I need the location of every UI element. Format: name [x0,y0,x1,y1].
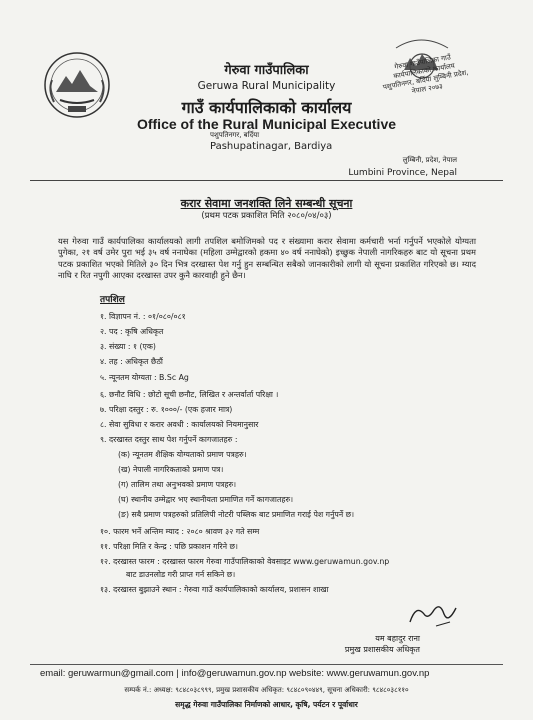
header-divider [30,180,503,181]
list-item: २. पद : कृषि अधिकृत [100,327,164,336]
footer-contact: email: geruwarmun@gmail.com | info@geruwamun.gov.np website: www.geruwamun.gov.np [40,668,430,679]
list-item: १३. दरखास्त बुझाउने स्थान : गेरुवा गाउँ कार्यपालिकाको कार्यालय, प्रशासन शाखा [100,585,329,594]
list-item: १०. फारम भर्ने अन्तिम म्याद : २०८० श्रावण ३२ गते सम्म [100,527,260,536]
list-item: १. विज्ञापन नं. : ०१/०८०/०८१ [100,312,186,321]
list-item: (घ) स्थानीय उम्मेद्वार भए स्थानीयता प्रमाणित गर्ने कागजातहरु। [118,495,294,504]
list-item: बाट डाउनलोड गरी प्राप्त गर्न सकिने छ। [126,570,236,579]
seal-text: गेरुवा गाउँपालिका गाउँ कार्यपालिकाको कार्यालय पशुपतिनगर, बर्दिया लुम्बिनी प्रदेश, नेपाल २०७३ [382,53,470,96]
executive-office-en: Office of the Rural Municipal Executive [136,116,397,132]
list-item: (ग) तालिम तथा अनुभवको प्रमाण पत्रहरु। [118,480,237,489]
list-item: १२. दरखास्त फारम : दरखास्त फारम गेरुवा गाउँपालिकाको वेवसाइट www.geruwamun.gov.np [100,557,390,566]
list-item: (ख) नेपाली नागरिकताको प्रमाण पत्र। [118,465,224,474]
footer-divider [30,664,503,665]
footer-phones: सम्पर्क नं.: अध्यक्ष: ९८४८०३८९९९, प्रमुख प्रशासकीय अधिकृत: ९८४८०९०४४९, सूचना अधिकारी: ९८४८०३८११० [124,686,409,694]
list-item: (ङ) सबै प्रमाण पत्रहरुको प्रतिलिपी नोटरी पब्लिक बाट प्रमाणित गराई पेश गर्नुपर्ने छ। [118,510,355,519]
list-item: ८. सेवा सुविधा र करार अवधी : कार्यालयको नियमानुसार [100,420,259,429]
list-item: ५. न्यूनतम योग्यता : B.Sc Ag [100,373,189,382]
section-label: तपशिल [100,295,125,305]
office-name-np: गेरुवा गाउँपालिका [224,63,309,78]
office-name-en: Geruwa Rural Municipality [197,80,336,92]
province-np: लुम्बिनी, प्रदेश, नेपाल [402,156,457,164]
notice-title: करार सेवामा जनशक्ति लिने सम्बन्धी सूचना [180,197,353,210]
notice-body: यस गेरुवा गाउँ कार्यपालिका कार्यालयको लागी तपशिल बमोजिमको पद र संख्यामा करार सेवामा कर्मचारी भर्ना गर्नुपर्ने भएकोले योग्यता पुगेका, २१ वर्ष उमेर पुरा भई ३५ वर्ष ननाघेका (महिला उम्मेद्वारको हकमा ४० वर्ष ननाघेको) इच्छुक नेपाली नागरिकहरु बाट यो सूचना प्रथम पटक प्रकाशित भएको मितिले ३० दिन भित्र दरखास्त पेश गर्नु हुन सम्बन्धित सबैको जानकारीको लागी यो सूचना प्रकाशित गरिएको छ। म्याद नाघि र रित नपुगी आएका दरखास्त उपर कुनै कारवाही हुने छैन। [58,236,476,281]
list-item: ४. तह : अधिकृत छैठौं [100,357,163,366]
province-en: Lumbini Province, Nepal [348,168,457,178]
signatory-name: यम बहादुर राना [375,634,420,643]
list-item: ३. संख्या : १ (एक) [100,342,156,351]
footer-slogan: समृद्ध गेरुवा गाउँपालिका निर्माणको आधार, कृषि, पर्यटन र पूर्वाधार [175,700,358,709]
address-np: पशुपतिनगर, बर्दिया [210,131,260,139]
notice-subtitle: (प्रथम पटक प्रकाशित मिति २०८०/०४/०३) [201,211,332,221]
executive-office-np: गाउँ कार्यपालिकाको कार्यालय [181,98,352,117]
list-item: ७. परिक्षा दस्तुर : रु. १०००/- (एक हजार मात्र) [100,405,233,414]
list-item: ६. छनौट विधि : छोटो सूची छनौट, लिखित र अन्तर्वार्ता परिक्षा । [100,390,279,399]
address-en: Pashupatinagar, Bardiya [210,141,333,152]
signature-mark [406,600,460,632]
list-item: ११. परिक्षा मिति र केन्द्र : पछि प्रकाशन गरिने छ। [100,542,238,551]
list-item: ९. दरखास्त दस्तुर साथ पेश गर्नुपर्ने कागजातहरु : [100,435,238,444]
signatory-designation: प्रमुख प्रशासकीय अधिकृत [344,645,420,654]
list-item: (क) न्यूनतम शैक्षिक योग्यताको प्रमाण पत्रहरु। [118,450,247,459]
